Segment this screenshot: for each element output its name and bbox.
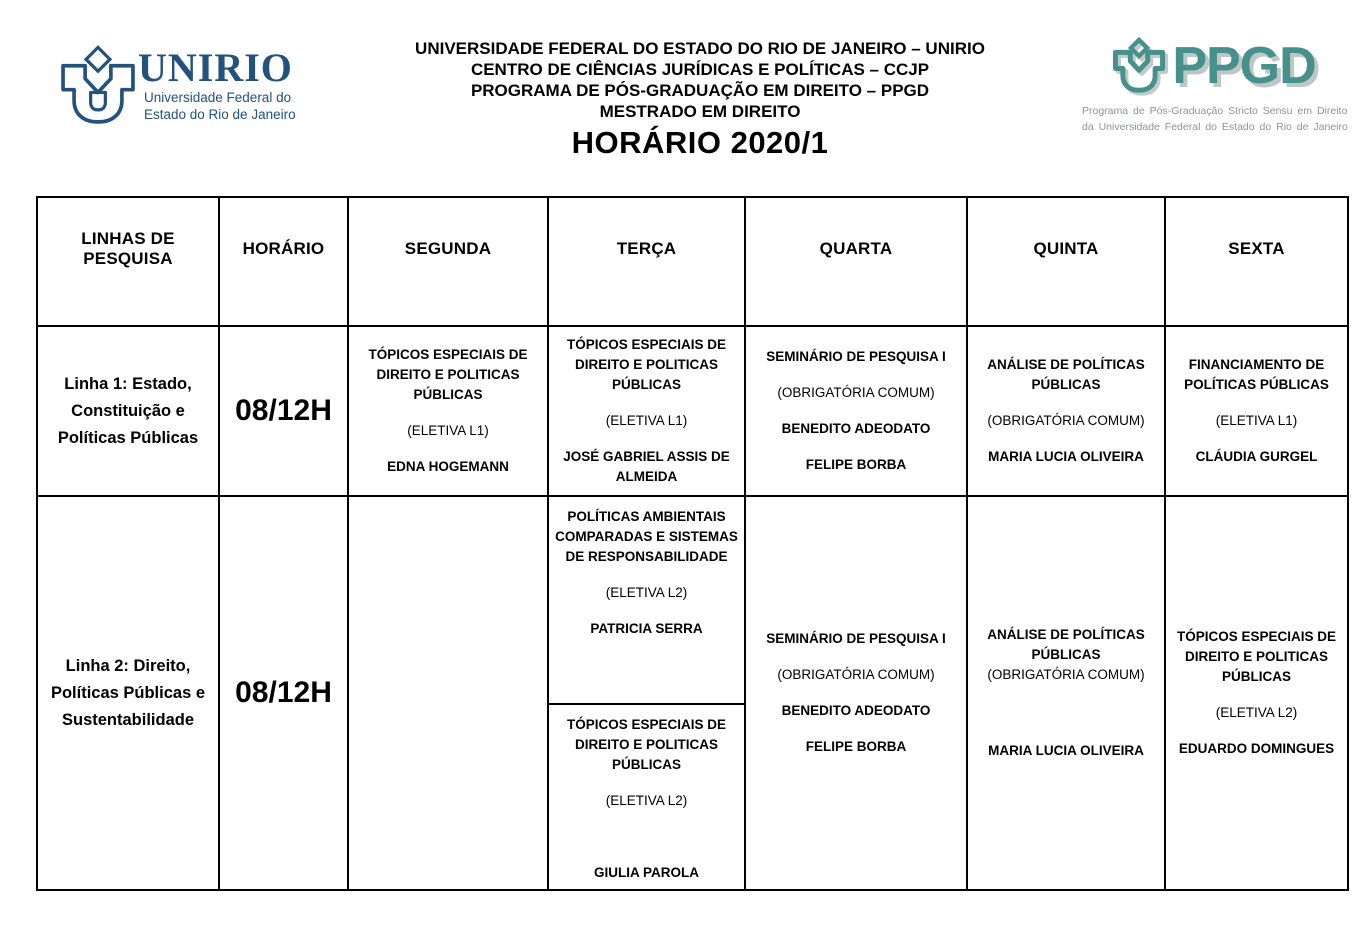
institution-line: CENTRO DE CIÊNCIAS JURÍDICAS E POLÍTICAS – CCJP: [470, 60, 930, 79]
course-type: (ELETIVA L2): [605, 585, 688, 600]
course-professor: BENEDITO ADEODATO: [781, 703, 931, 718]
course-type: (OBRIGATÓRIA COMUM): [987, 667, 1145, 682]
course-professor: EDUARDO DOMINGUES: [1178, 741, 1335, 756]
course-type: (OBRIGATÓRIA COMUM): [987, 413, 1145, 428]
course-professor: FELIPE BORBA: [805, 457, 907, 472]
ppgd-logo-name: PPGD: [1172, 37, 1316, 95]
course-type: (ELETIVA L1): [1215, 413, 1298, 428]
table-row-linha-2: [37, 496, 1348, 890]
header-cell-horario: HORÁRIO: [219, 197, 348, 326]
ppgd-logo-tagline: [1082, 104, 1348, 136]
header-cell-quarta: QUARTA: [745, 197, 967, 326]
course-type: (ELETIVA L1): [605, 413, 688, 428]
course-cell-linha2-sexta: [1165, 496, 1348, 890]
unirio-tagline-line: Universidade Federal do: [144, 90, 292, 105]
table-row-linha-1: [37, 326, 1348, 496]
course-professor: CLÁUDIA GURGEL: [1195, 449, 1318, 464]
header-cell-terca: TERÇA: [548, 197, 745, 326]
linha-1-label: Linha 1: Estado, Constituição e Políticas Públicas: [37, 326, 219, 496]
header-cell-sexta: SEXTA: [1165, 197, 1348, 326]
linha-2-label: Linha 2: Direito, Políticas Públicas e Sustentabilidade: [37, 496, 219, 890]
table-header-row: [37, 197, 1348, 326]
course-professor: JOSÉ GABRIEL ASSIS DE ALMEIDA: [563, 449, 730, 484]
horario-value: 08/12H: [219, 326, 348, 496]
course-cell-linha1-sexta: [1165, 326, 1348, 496]
course-title: TÓPICOS ESPECIAIS DE DIREITO E POLITICAS PÚBLICAS: [566, 717, 727, 772]
course-cell-linha1-quinta: [967, 326, 1165, 496]
course-type: (ELETIVA L2): [1215, 705, 1298, 720]
unirio-logo-name: UNIRIO: [138, 45, 293, 90]
course-professor: EDNA HOGEMANN: [387, 459, 509, 474]
course-cell-linha2-segunda-empty: [348, 496, 548, 890]
course-title: SEMINÁRIO DE PESQUISA I: [766, 349, 946, 364]
horario-value: 08/12H: [219, 496, 348, 890]
ppgd-emblem-icon: [1108, 36, 1170, 96]
institution-line: UNIVERSIDADE FEDERAL DO ESTADO DO RIO DE JANEIRO – UNIRIO: [415, 39, 985, 58]
course-block-bottom: [549, 703, 744, 893]
course-title: TÓPICOS ESPECIAIS DE DIREITO E POLITICAS PÚBLICAS: [368, 347, 528, 402]
course-cell-linha2-quarta: [745, 496, 967, 890]
ppgd-tagline-line: da Universidade Federal do Estado do Rio de Janeiro: [1082, 120, 1348, 133]
course-cell-linha1-terca: [548, 326, 745, 496]
institution-line: PROGRAMA DE PÓS-GRADUAÇÃO EM DIREITO – PPGD: [470, 81, 930, 100]
document-header: [330, 38, 1070, 161]
unirio-emblem-icon: [52, 42, 144, 130]
course-professor: MARIA LUCIA OLIVEIRA: [988, 743, 1144, 758]
course-title: ANÁLISE DE POLÍTICAS PÚBLICAS: [987, 627, 1145, 662]
ppgd-logo: [1082, 36, 1348, 136]
course-professor: BENEDITO ADEODATO: [781, 421, 931, 436]
unirio-logo-tagline: [138, 90, 296, 124]
page-title: HORÁRIO 2020/1: [571, 125, 829, 160]
header-cell-quinta: QUINTA: [967, 197, 1165, 326]
course-cell-linha2-quinta: [967, 496, 1165, 890]
course-cell-linha1-quarta: [745, 326, 967, 496]
institution-line: MESTRADO EM DIREITO: [599, 102, 801, 121]
course-title: POLÍTICAS AMBIENTAIS COMPARADAS E SISTEMAS DE RESPONSABILIDADE: [555, 509, 738, 564]
unirio-tagline-line: Estado do Rio de Janeiro: [144, 106, 296, 122]
unirio-logo: [52, 42, 296, 130]
course-professor: FELIPE BORBA: [805, 739, 907, 754]
course-professor: PATRICIA SERRA: [590, 621, 703, 636]
course-title: FINANCIAMENTO DE POLÍTICAS PÚBLICAS: [1184, 357, 1329, 392]
course-type: (ELETIVA L2): [605, 793, 688, 808]
course-type: (ELETIVA L1): [407, 423, 489, 438]
unirio-logo-text: [138, 45, 296, 124]
header-cell-segunda: SEGUNDA: [348, 197, 548, 326]
schedule-table: [36, 196, 1349, 891]
course-title: ANÁLISE DE POLÍTICAS PÚBLICAS: [987, 357, 1145, 392]
ppgd-tagline-line: Programa de Pós-Graduação Stricto Sensu em Direito: [1082, 105, 1348, 117]
course-professor: MARIA LUCIA OLIVEIRA: [988, 449, 1144, 464]
course-cell-linha1-segunda: [348, 326, 548, 496]
course-type: (OBRIGATÓRIA COMUM): [777, 385, 935, 400]
course-professor: GIULIA PAROLA: [594, 865, 699, 880]
course-title: SEMINÁRIO DE PESQUISA I: [766, 631, 946, 646]
course-cell-linha2-terca: [548, 496, 745, 890]
course-block-top: [549, 497, 744, 703]
course-title: TÓPICOS ESPECIAIS DE DIREITO E POLITICAS PÚBLICAS: [566, 337, 727, 392]
course-type: (OBRIGATÓRIA COMUM): [777, 667, 935, 682]
header-cell-linhas-de-pesquisa: LINHAS DE PESQUISA: [37, 197, 219, 326]
course-title: TÓPICOS ESPECIAIS DE DIREITO E POLITICAS PÚBLICAS: [1176, 629, 1337, 684]
